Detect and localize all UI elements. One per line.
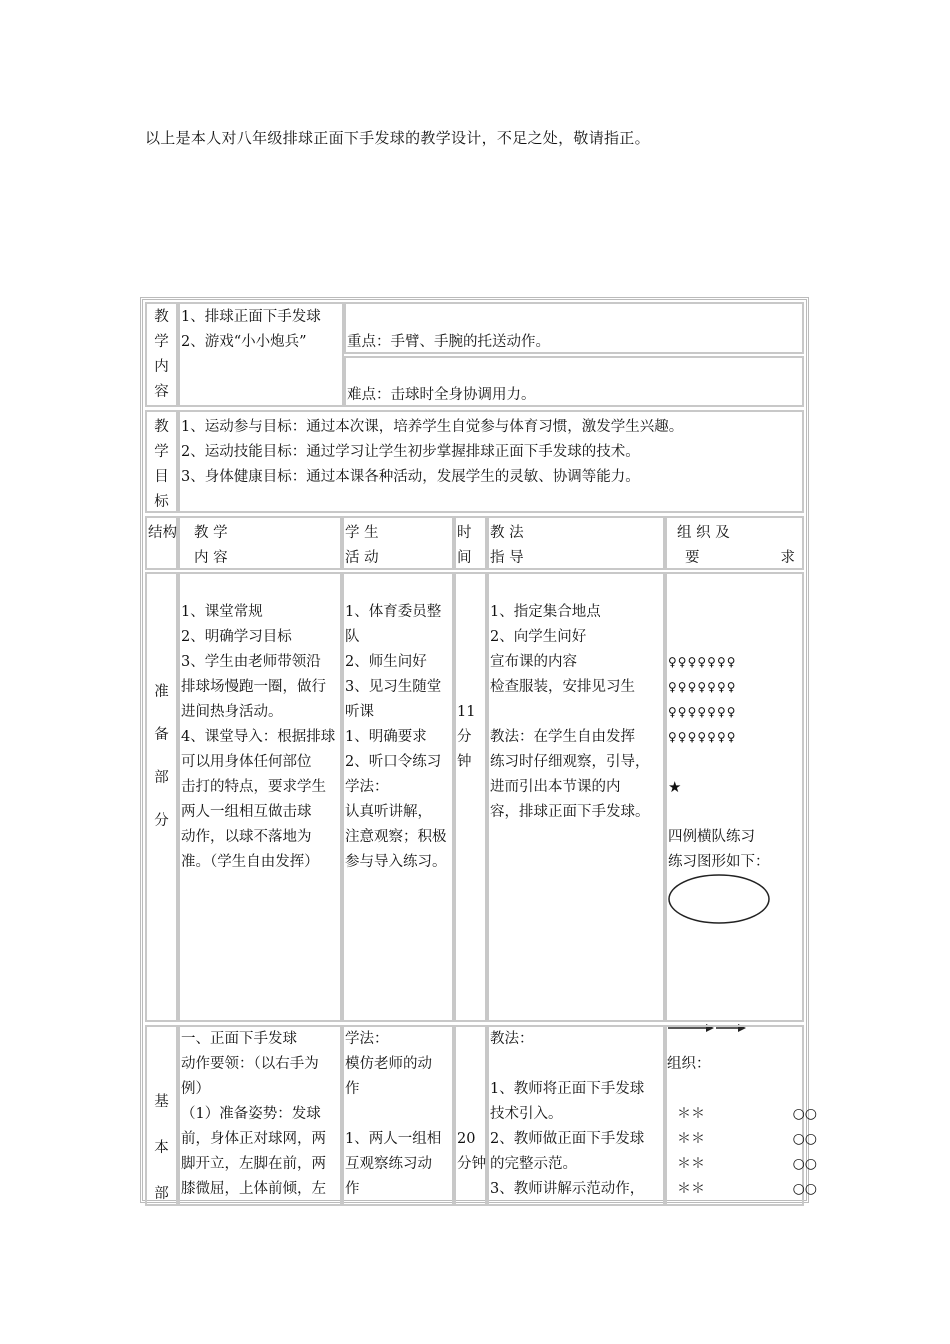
header-activity: [342, 516, 454, 570]
basic-activity-line: 作: [345, 1081, 360, 1097]
basic-content-line: 动作要领：（以右手为: [181, 1056, 319, 1072]
goals-label-cell: [145, 410, 178, 513]
formation-row: ♀♀♀♀♀♀♀: [668, 655, 737, 669]
prep-content-line: 1、课堂常规: [181, 604, 263, 620]
header-text: 学 生: [345, 525, 379, 541]
basic-method-line: [490, 1052, 662, 1077]
basic-activity-line: 互观察练习动: [345, 1156, 432, 1172]
prep-method-line: 2、向学生问好: [490, 629, 587, 645]
basic-activity-line: 模仿老师的动: [345, 1056, 432, 1072]
prep-method-line: 检查服装，安排见习生: [490, 679, 635, 695]
label-char: 标: [154, 494, 169, 510]
header-text: 活 动: [345, 550, 379, 566]
practice-diagram: [668, 875, 804, 1035]
basic-content-line: 例）: [181, 1081, 210, 1097]
prep-method-line: 1、指定集合地点: [490, 604, 601, 620]
label-char: 容: [154, 384, 169, 400]
label-char: 学: [154, 444, 169, 460]
header-structure: [145, 516, 178, 570]
basic-content-line: 膝微屈，上体前倾，左: [181, 1181, 326, 1197]
prep-activity-line: 队: [345, 629, 360, 645]
goal-item: 2、运动技能目标：通过学习让学生初步掌握排球正面下手发球的技术。: [181, 444, 640, 460]
label-char: 准: [154, 684, 169, 700]
prep-method-line: 练习时仔细观察，引导，: [490, 754, 650, 770]
basic-content-line: 前，身体正对球网，两: [181, 1131, 326, 1147]
basic-time-cell: [454, 1025, 487, 1206]
key-point: 重点：手臂、手腕的托送动作。: [347, 334, 550, 350]
header-text: 内 容: [194, 550, 228, 566]
content-item: 2、游戏“小小炮兵”: [181, 334, 307, 350]
label-char: 内: [154, 359, 169, 375]
student-pair-left: ＊＊: [677, 1106, 705, 1122]
label-char: 教: [154, 309, 169, 325]
prep-activity-cell: [342, 572, 454, 1022]
prep-content-line: 2、明确学习目标: [181, 629, 292, 645]
intro-text: 以上是本人对八年级排球正面下手发球的教学设计，不足之处，敬请指正。: [145, 129, 650, 147]
basic-method-cell: [487, 1025, 665, 1206]
label-char: 备: [154, 727, 169, 743]
header-text: 间: [457, 550, 472, 566]
org-label: 组织：: [667, 1056, 711, 1072]
basic-activity-line: 1、两人一组相: [345, 1131, 442, 1147]
prep-time-line: 分: [457, 729, 472, 745]
basic-activity-line: 作: [345, 1181, 360, 1197]
header-content: [178, 516, 342, 570]
basic-method-line: 2、教师做正面下手发球: [490, 1131, 645, 1147]
prep-content-line: 3、学生由老师带领沿: [181, 654, 321, 670]
header-text: 要: [685, 550, 700, 566]
goal-item: 1、运动参与目标：通过本次课，培养学生自觉参与体育习惯，激发学生兴趣。: [181, 419, 684, 435]
label-char: 本: [154, 1140, 169, 1156]
header-text: 教 学: [194, 525, 228, 541]
student-pair-left: ＊＊: [677, 1181, 705, 1197]
header-text: 组 织 及: [677, 525, 730, 541]
prep-method-line: 容，排球正面下手发球。: [490, 804, 650, 820]
prep-activity-line: 2、听口令练习: [345, 754, 442, 770]
content-label-cell: [145, 302, 178, 407]
student-pair-left: ＊＊: [677, 1131, 705, 1147]
prep-method-line: 进而引出本节课的内: [490, 779, 621, 795]
prep-content-line: 进间热身活动。: [181, 704, 283, 720]
prep-time-line: 11: [457, 704, 476, 720]
basic-content-line: 一、正面下手发球: [181, 1031, 297, 1047]
difficulty-cell: [344, 356, 804, 407]
prep-content-line: 准。（学生自由发挥）: [181, 854, 319, 870]
basic-time-line: 20: [457, 1131, 476, 1147]
basic-content-line: （1）准备姿势：发球: [181, 1106, 321, 1122]
basic-method-line: 技术引入。: [490, 1106, 563, 1122]
prep-activity-line: 1、体育委员整: [345, 604, 442, 620]
formation-row: ♀♀♀♀♀♀♀: [668, 680, 737, 694]
content-item: 1、排球正面下手发球: [181, 309, 321, 325]
header-text: 时: [457, 525, 472, 541]
prep-activity-line: 听课: [345, 704, 374, 720]
header-text: 结构: [148, 525, 177, 541]
prep-time-line: 钟: [457, 754, 472, 770]
basic-org-cell: [665, 1025, 817, 1206]
prep-label-cell: [145, 572, 178, 1022]
lesson-plan-table: [140, 297, 817, 1203]
formation-row: ♀♀♀♀♀♀♀: [668, 730, 737, 744]
student-pair-right: ○○: [792, 1131, 817, 1147]
student-pair-right: ○○: [792, 1156, 817, 1172]
header-method: [487, 516, 665, 570]
formation-row: ♀♀♀♀♀♀♀: [668, 705, 737, 719]
prep-method-line: 宣布课的内容: [490, 654, 577, 670]
label-char: 学: [154, 334, 169, 350]
prep-content-cell: [178, 572, 342, 1022]
header-time: [454, 516, 487, 570]
basic-content-line: 脚开立，左脚在前，两: [181, 1156, 326, 1172]
prep-content-line: 排球场慢跑一圈，做行: [181, 679, 326, 695]
key-point-cell: [344, 302, 804, 354]
basic-content-cell: [178, 1025, 342, 1206]
content-items-cell: [178, 302, 344, 407]
basic-method-line: 1、教师将正面下手发球: [490, 1081, 645, 1097]
prep-activity-line: 注意观察；积极: [345, 829, 447, 845]
label-char: 部: [154, 770, 169, 786]
prep-activity-line: 1、明确要求: [345, 729, 427, 745]
basic-activity-line: [345, 1102, 451, 1127]
org-text: 四例横队练习: [668, 829, 755, 845]
header-text: 求: [780, 550, 795, 566]
prep-method-line: 教法：在学生自由发挥: [490, 729, 635, 745]
org-grid-row: [667, 1102, 817, 1127]
goals-items-cell: [178, 410, 804, 513]
prep-org-cell: [665, 572, 804, 1022]
student-pair-right: ○○: [792, 1181, 817, 1197]
label-char: 基: [154, 1094, 169, 1110]
org-grid-row: [667, 1177, 817, 1202]
org-grid-row: [667, 1152, 817, 1177]
header-org-line: [677, 546, 801, 571]
prep-content-line: 动作，以球不落地为: [181, 829, 312, 845]
basic-label-cell: [145, 1025, 178, 1206]
prep-method-cell: [487, 572, 665, 1022]
prep-activity-line: 学法：: [345, 779, 389, 795]
practice-ellipse-icon: [669, 875, 769, 923]
prep-activity-line: 参与导入练习。: [345, 854, 447, 870]
header-org: [665, 516, 804, 570]
prep-activity-line: 2、师生问好: [345, 654, 427, 670]
org-grid-row: [667, 1127, 817, 1152]
basic-activity-line: 学法：: [345, 1031, 389, 1047]
prep-content-line: 击打的特点，要求学生: [181, 779, 326, 795]
prep-time-cell: [454, 572, 487, 1022]
prep-content-line: 可以用身体任何部位: [181, 754, 312, 770]
label-char: 部: [154, 1186, 169, 1202]
basic-activity-cell: [342, 1025, 454, 1206]
prep-method-line: [490, 700, 662, 725]
basic-method-line: 3、教师讲解示范动作，: [490, 1181, 645, 1197]
teacher-star-icon: ★: [668, 778, 682, 796]
header-text: 教 法: [490, 525, 524, 541]
label-char: 教: [154, 419, 169, 435]
label-char: 目: [154, 469, 169, 485]
prep-content-line: 4、课堂导入：根据排球: [181, 729, 336, 745]
org-text: 练习图形如下：: [668, 854, 770, 870]
goal-item: 3、身体健康目标：通过本课各种活动，发展学生的灵敏、协调等能力。: [181, 469, 640, 485]
basic-time-line: 分钟: [457, 1156, 486, 1172]
basic-method-line: 教法：: [490, 1031, 534, 1047]
difficulty: 难点：击球时全身协调用力。: [347, 387, 536, 403]
prep-activity-line: 认真听讲解，: [345, 804, 432, 820]
label-char: 分: [154, 813, 169, 829]
header-text: 指 导: [490, 550, 524, 566]
basic-method-line: 的完整示范。: [490, 1156, 577, 1172]
student-pair-left: ＊＊: [677, 1156, 705, 1172]
prep-activity-line: 3、见习生随堂: [345, 679, 442, 695]
student-pair-right: ○○: [792, 1106, 817, 1122]
prep-content-line: 两人一组相互做击球: [181, 804, 312, 820]
